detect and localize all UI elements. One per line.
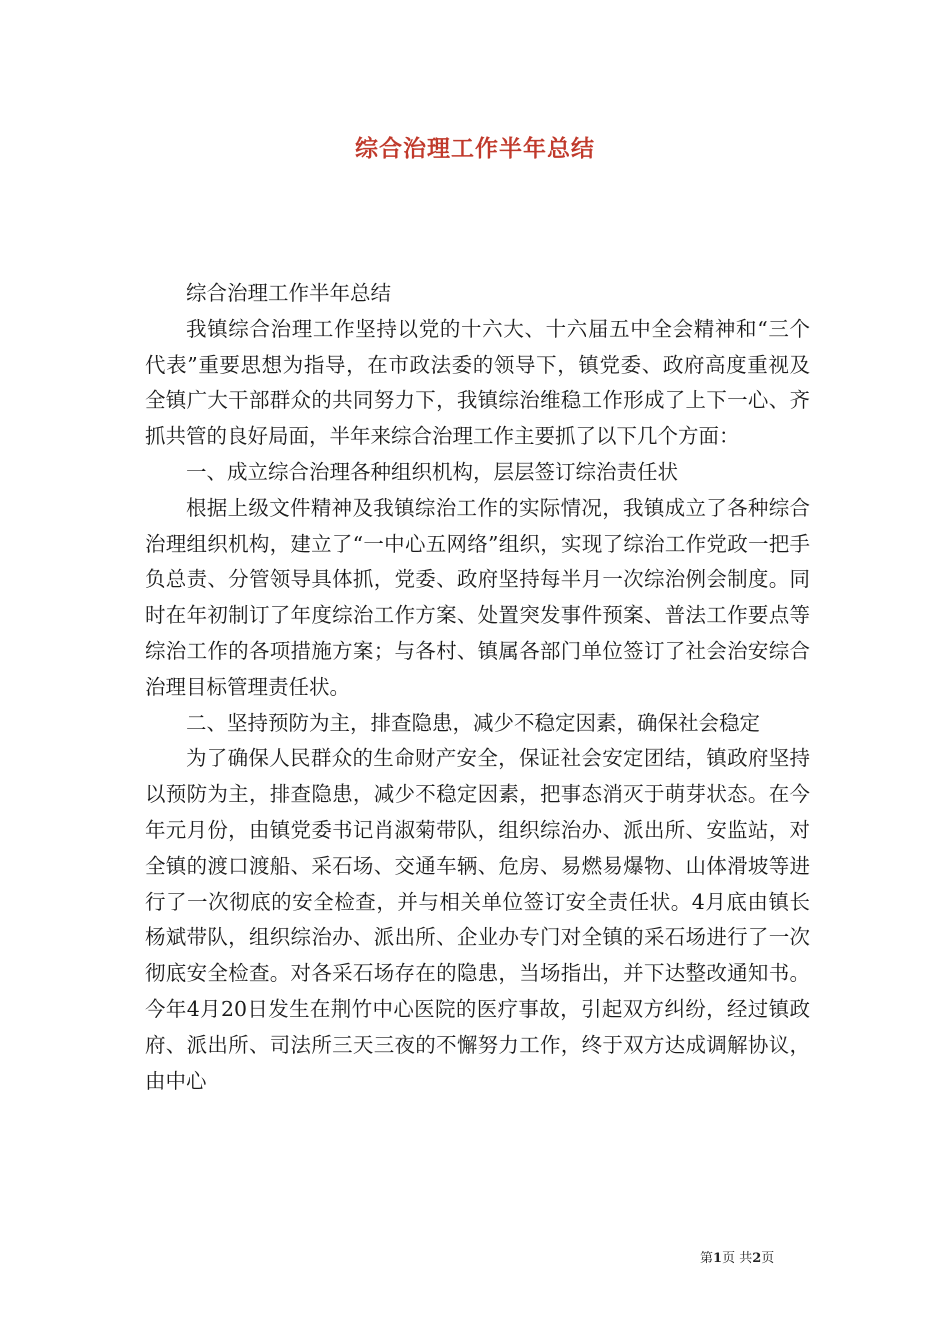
paragraph-subtitle: 综合治理工作半年总结 — [186, 281, 391, 305]
footer-suffix: 页 — [761, 1251, 775, 1266]
paragraph-section-2: 为了确保人民群众的生命财产安全，保证社会安定团结，镇政府坚持以预防为主，排查隐患，减少不稳定因素，把事态消灭于萌芽状态。在今年元月份，由镇党委书记肖淑菊带队，组织综治办、派出所、安监站，对全镇的渡口渡船、采石场、交通车辆、危房、易燃易爆物、山体滑坡等进行了一次彻底的安全检查，并与相关单位签订安全责任状。4月底由镇长杨斌带队，组织综治办、派出所、企业办专门对全镇的采石场进行了一次彻底安全检查。对各采石场存在的隐患，当场指出，并下达整改通知书。今年4月20日发生在荆竹中心医院的医疗事故，引起双方纠纷，经过镇政府、派出所、司法所三天三夜的不懈努力工作，终于双方达成调解协议，由中心 — [145, 746, 810, 1093]
paragraph-intro: 我镇综合治理工作坚持以党的十六大、十六届五中全会精神和“三个代表”重要思想为指导，在市政法委的领导下，镇党委、政府高度重视及全镇广大干部群众的共同努力下，我镇综治维稳工作形成了上下一心、齐抓共管的良好局面，半年来综合治理工作主要抓了以下几个方面： — [145, 316, 810, 449]
paragraph-section-1: 根据上级文件精神及我镇综治工作的实际情况，我镇成立了各种综合治理组织机构，建立了“一中心五网络”组织，实现了综治工作党政一把手负总责、分管领导具体抓，党委、政府坚持每半月一次综治例会制度。同时在年初制订了年度综治工作方案、处置突发事件预案、普法工作要点等综治工作的各项措施方案；与各村、镇属各部门单位签订了社会治安综合治理目标管理责任状。 — [145, 495, 810, 699]
footer-total-pages: 2 — [752, 1251, 762, 1266]
document-body — [145, 276, 810, 1099]
footer-page-number: 1 — [713, 1251, 723, 1266]
section-heading-2: 二、坚持预防为主，排查隐患，减少不稳定因素，确保社会稳定 — [186, 710, 760, 735]
page-title: 综合治理工作半年总结 — [355, 135, 595, 162]
section-heading-1: 一、成立综合治理各种组织机构，层层签订综治责任状 — [186, 459, 678, 484]
footer-prefix: 第 — [700, 1251, 714, 1266]
footer-middle: 页 共 — [722, 1251, 753, 1266]
page-footer — [700, 1247, 774, 1266]
